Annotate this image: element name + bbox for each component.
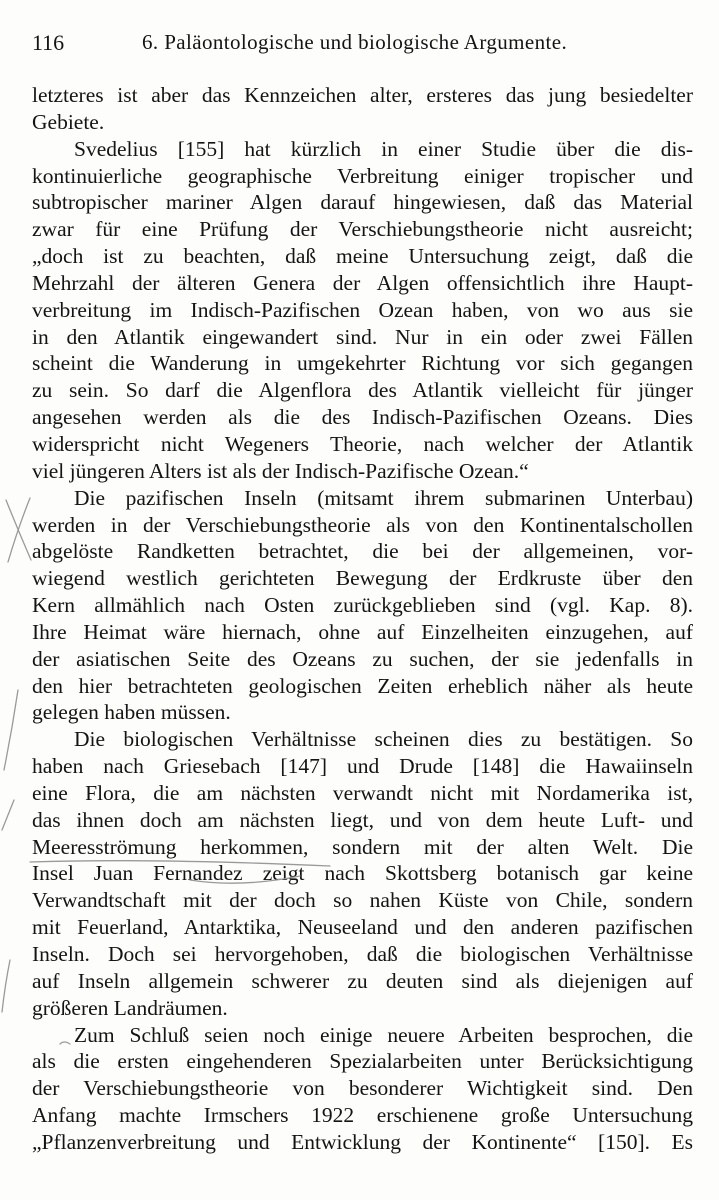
text-line: Anfang machte Irmschers 1922 erschienene große Untersuchung	[32, 1103, 693, 1128]
text-line: Meeresströmung herkommen, sondern mit der alten Welt. Die	[32, 834, 693, 859]
text-line: größeren Landräumen.	[32, 995, 228, 1020]
text-line: „doch ist zu beachten, daß meine Untersuchung zeigt, daß die	[32, 244, 693, 269]
text-line: Mehrzahl der älteren Genera der Algen offensichtlich ihre Haupt-	[32, 270, 693, 295]
text-line: der Verschiebungstheorie von besonderer Wichtigkeit sind. Den	[32, 1076, 693, 1101]
text-line: Gebiete.	[32, 109, 105, 134]
text-line: widerspricht nicht Wegeners Theorie, nach welcher der Atlantik	[32, 431, 693, 456]
text-line: Die pazifischen Inseln (mitsamt ihrem submarinen Unterbau)	[74, 485, 693, 510]
text-line: angesehen werden als die des Indisch-Pazifischen Ozeans. Dies	[32, 405, 693, 430]
text-line: werden in der Verschiebungstheorie als von den Kontinentalschollen	[32, 512, 693, 537]
text-line: das ihnen doch am nächsten liegt, und von dem heute Luft- und	[32, 807, 693, 832]
body-text	[32, 82, 693, 1156]
pencil-cross-mark	[8, 498, 30, 562]
running-head: 6. Paläontologische und biologische Argumente.	[142, 30, 568, 54]
pencil-margin-stroke	[2, 960, 10, 1012]
page-header	[32, 26, 689, 60]
text-line: letzteres ist aber das Kennzeichen alter, ersteres das jung besiedelter	[32, 83, 693, 107]
text-line: Inseln. Doch sei hervorgehoben, daß die biologischen Verhältnisse	[32, 942, 693, 966]
text-line: auf Inseln allgemein schwerer zu deuten sind als diejenigen auf	[32, 968, 693, 993]
text-line: Kern allmählich nach Osten zurückgeblieben sind (vgl. Kap. 8).	[32, 593, 693, 618]
text-line: mit Feuerland, Antarktika, Neuseeland und den anderen pazifischen	[32, 915, 693, 940]
text-line: haben nach Griesebach [147] und Drude [148] die Hawaiinseln	[32, 754, 693, 779]
text-line: Zum Schluß seien noch einige neuere Arbeiten besprochen, die	[74, 1022, 693, 1047]
text-line: eine Flora, die am nächsten verwandt nicht mit Nordamerika ist,	[32, 780, 693, 805]
text-line: wiegend westlich gerichteten Bewegung der Erdkruste über den	[32, 566, 693, 591]
text-line: subtropischer mariner Algen darauf hingewiesen, daß das Material	[32, 190, 693, 215]
text-line: Svedelius [155] hat kürzlich in einer Studie über die dis-	[74, 136, 693, 161]
text-line: Die biologischen Verhältnisse scheinen dies zu bestätigen. So	[74, 727, 693, 752]
text-line: viel jüngeren Alters ist als der Indisch-Pazifische Ozean.“	[32, 458, 529, 483]
text-line: kontinuierliche geographische Verbreitung einiger tropischer und	[32, 163, 693, 188]
page-number: 116	[32, 30, 65, 55]
text-line: abgelöste Randketten betrachtet, die bei der allgemeinen, vor-	[32, 539, 693, 564]
text-line: Insel Juan Fernandez zeigt nach Skottsberg botanisch gar keine	[32, 861, 693, 886]
text-line: „Pflanzenverbreitung und Entwicklung der Kontinente“ [150]. Es	[32, 1129, 693, 1154]
text-line: gelegen haben müssen.	[32, 700, 231, 725]
text-line: in den Atlantik eingewandert sind. Nur in ein oder zwei Fällen	[32, 324, 693, 349]
pencil-margin-stroke	[2, 800, 14, 830]
text-line: verbreitung im Indisch-Pazifischen Ozean haben, von wo aus sie	[32, 297, 693, 322]
text-line: Verwandtschaft mit der doch so nahen Küste von Chile, sondern	[32, 888, 693, 913]
text-line: scheint die Wanderung in umgekehrter Richtung vor sich gegangen	[32, 351, 693, 376]
pencil-margin-stroke	[4, 690, 18, 770]
text-line: als die ersten eingehenderen Spezialarbeiten unter Berücksichtigung	[32, 1049, 693, 1074]
text-line: Ihre Heimat wäre hiernach, ohne auf Einzelheiten einzugehen, auf	[32, 619, 693, 644]
text-line: der asiatischen Seite des Ozeans zu suchen, der sie jedenfalls in	[32, 646, 693, 671]
text-line: zu sein. So darf die Algenflora des Atlantik vielleicht für jünger	[32, 378, 693, 403]
text-line: zwar für eine Prüfung der Verschiebungstheorie nicht ausreicht;	[32, 217, 693, 242]
text-line: den hier betrachteten geologischen Zeiten erheblich näher als heute	[32, 673, 693, 698]
pencil-cross-mark	[6, 500, 31, 560]
